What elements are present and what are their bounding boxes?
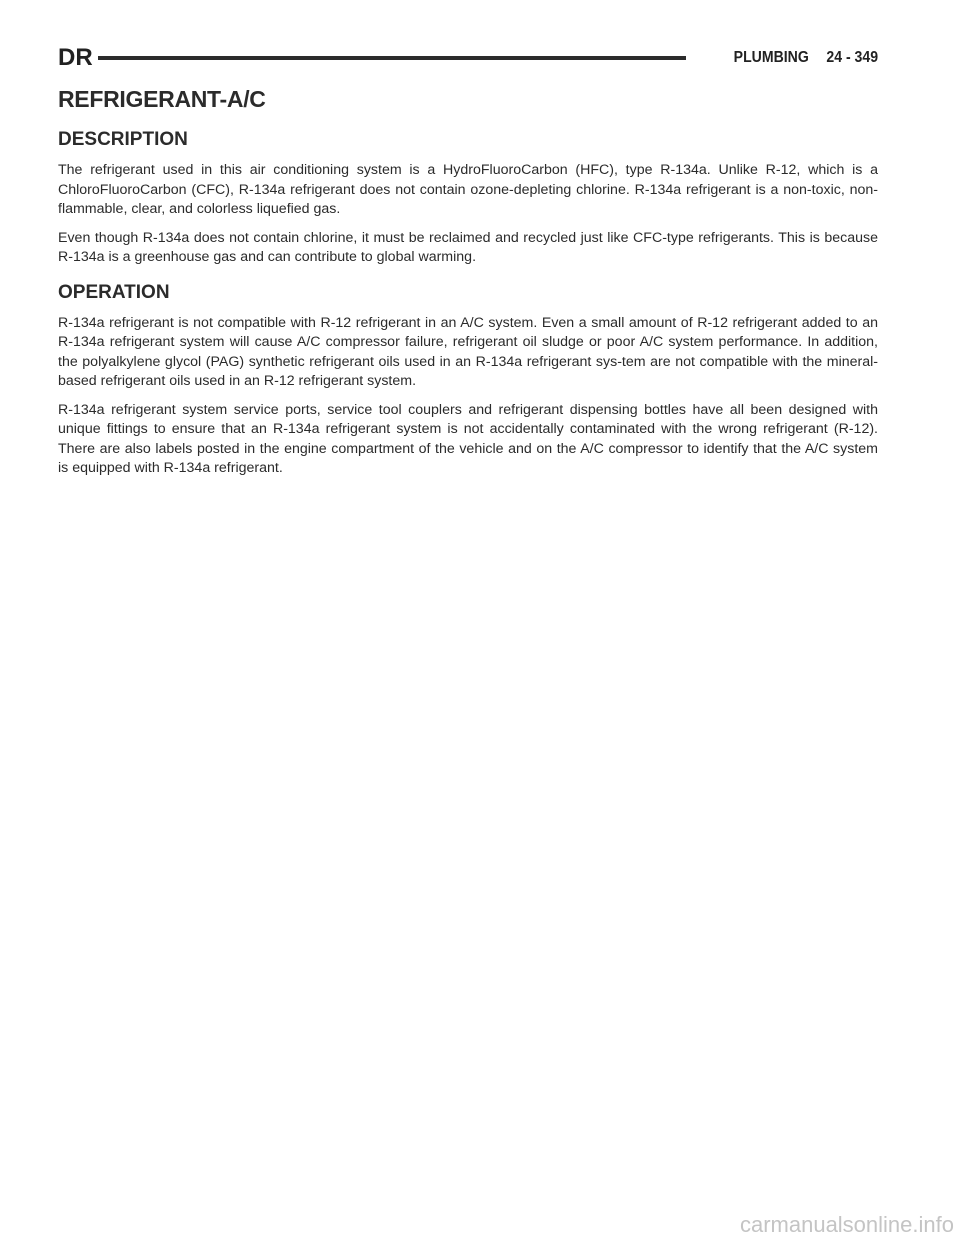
section-heading: DESCRIPTION — [58, 129, 188, 150]
header-right — [734, 44, 878, 72]
header-rule — [98, 56, 686, 60]
paragraph: R-134a refrigerant is not compatible with R-12 refrigerant in an A/C system. Even a small amount of R-12 refrigerant added to an R-134a refrigerant system will cause A/C compressor failure, refrigerant oil sludge or poor A/C system performance. In addition, the polyalkylene glycol (PAG) synthetic refrigerant oils used in an R-134a refrigerant sys-tem are not compatible with the mineral-based refrigerant oils used in an R-12 refrigerant system. — [58, 314, 878, 389]
paragraph: The refrigerant used in this air conditioning system is a HydroFluoroCarbon (HFC), type R-134a. Unlike R-12, which is a ChloroFluoroCarbon (CFC), R-134a refrigerant does not contain ozone-depleting chlorine. R-134a refrigerant is a non-toxic, non-flammable, clear, and colorless liquefied gas. — [58, 162, 878, 217]
section-heading: OPERATION — [58, 281, 170, 303]
paragraph: R-134a refrigerant system service ports, service tool couplers and refrigerant dispensing bottles have all been designed with unique fittings to ensure that an R-134a refrigerant system is not accidentally contaminated with the wrong refrigerant (R-12). There are also labels posted in the engine compartment of the vehicle and on the A/C compressor to identify that the A/C system is equipped with R-134a refrigerant. — [58, 401, 878, 476]
section-name: PLUMBING — [733, 49, 809, 66]
watermark: carmanualsonline.info — [739, 1212, 954, 1237]
operation-section — [58, 282, 878, 479]
page-number: 24 - 349 — [826, 49, 878, 66]
page-content — [58, 86, 878, 493]
model-code: DR — [58, 44, 93, 71]
page-header — [58, 44, 878, 72]
page-title: REFRIGERANT-A/C — [58, 86, 266, 112]
paragraph: Even though R-134a does not contain chlorine, it must be reclaimed and recycled just like CFC-type refrigerants. This is because R-134a is a greenhouse gas and can contribute to global warming. — [58, 229, 878, 265]
description-section — [58, 129, 878, 268]
